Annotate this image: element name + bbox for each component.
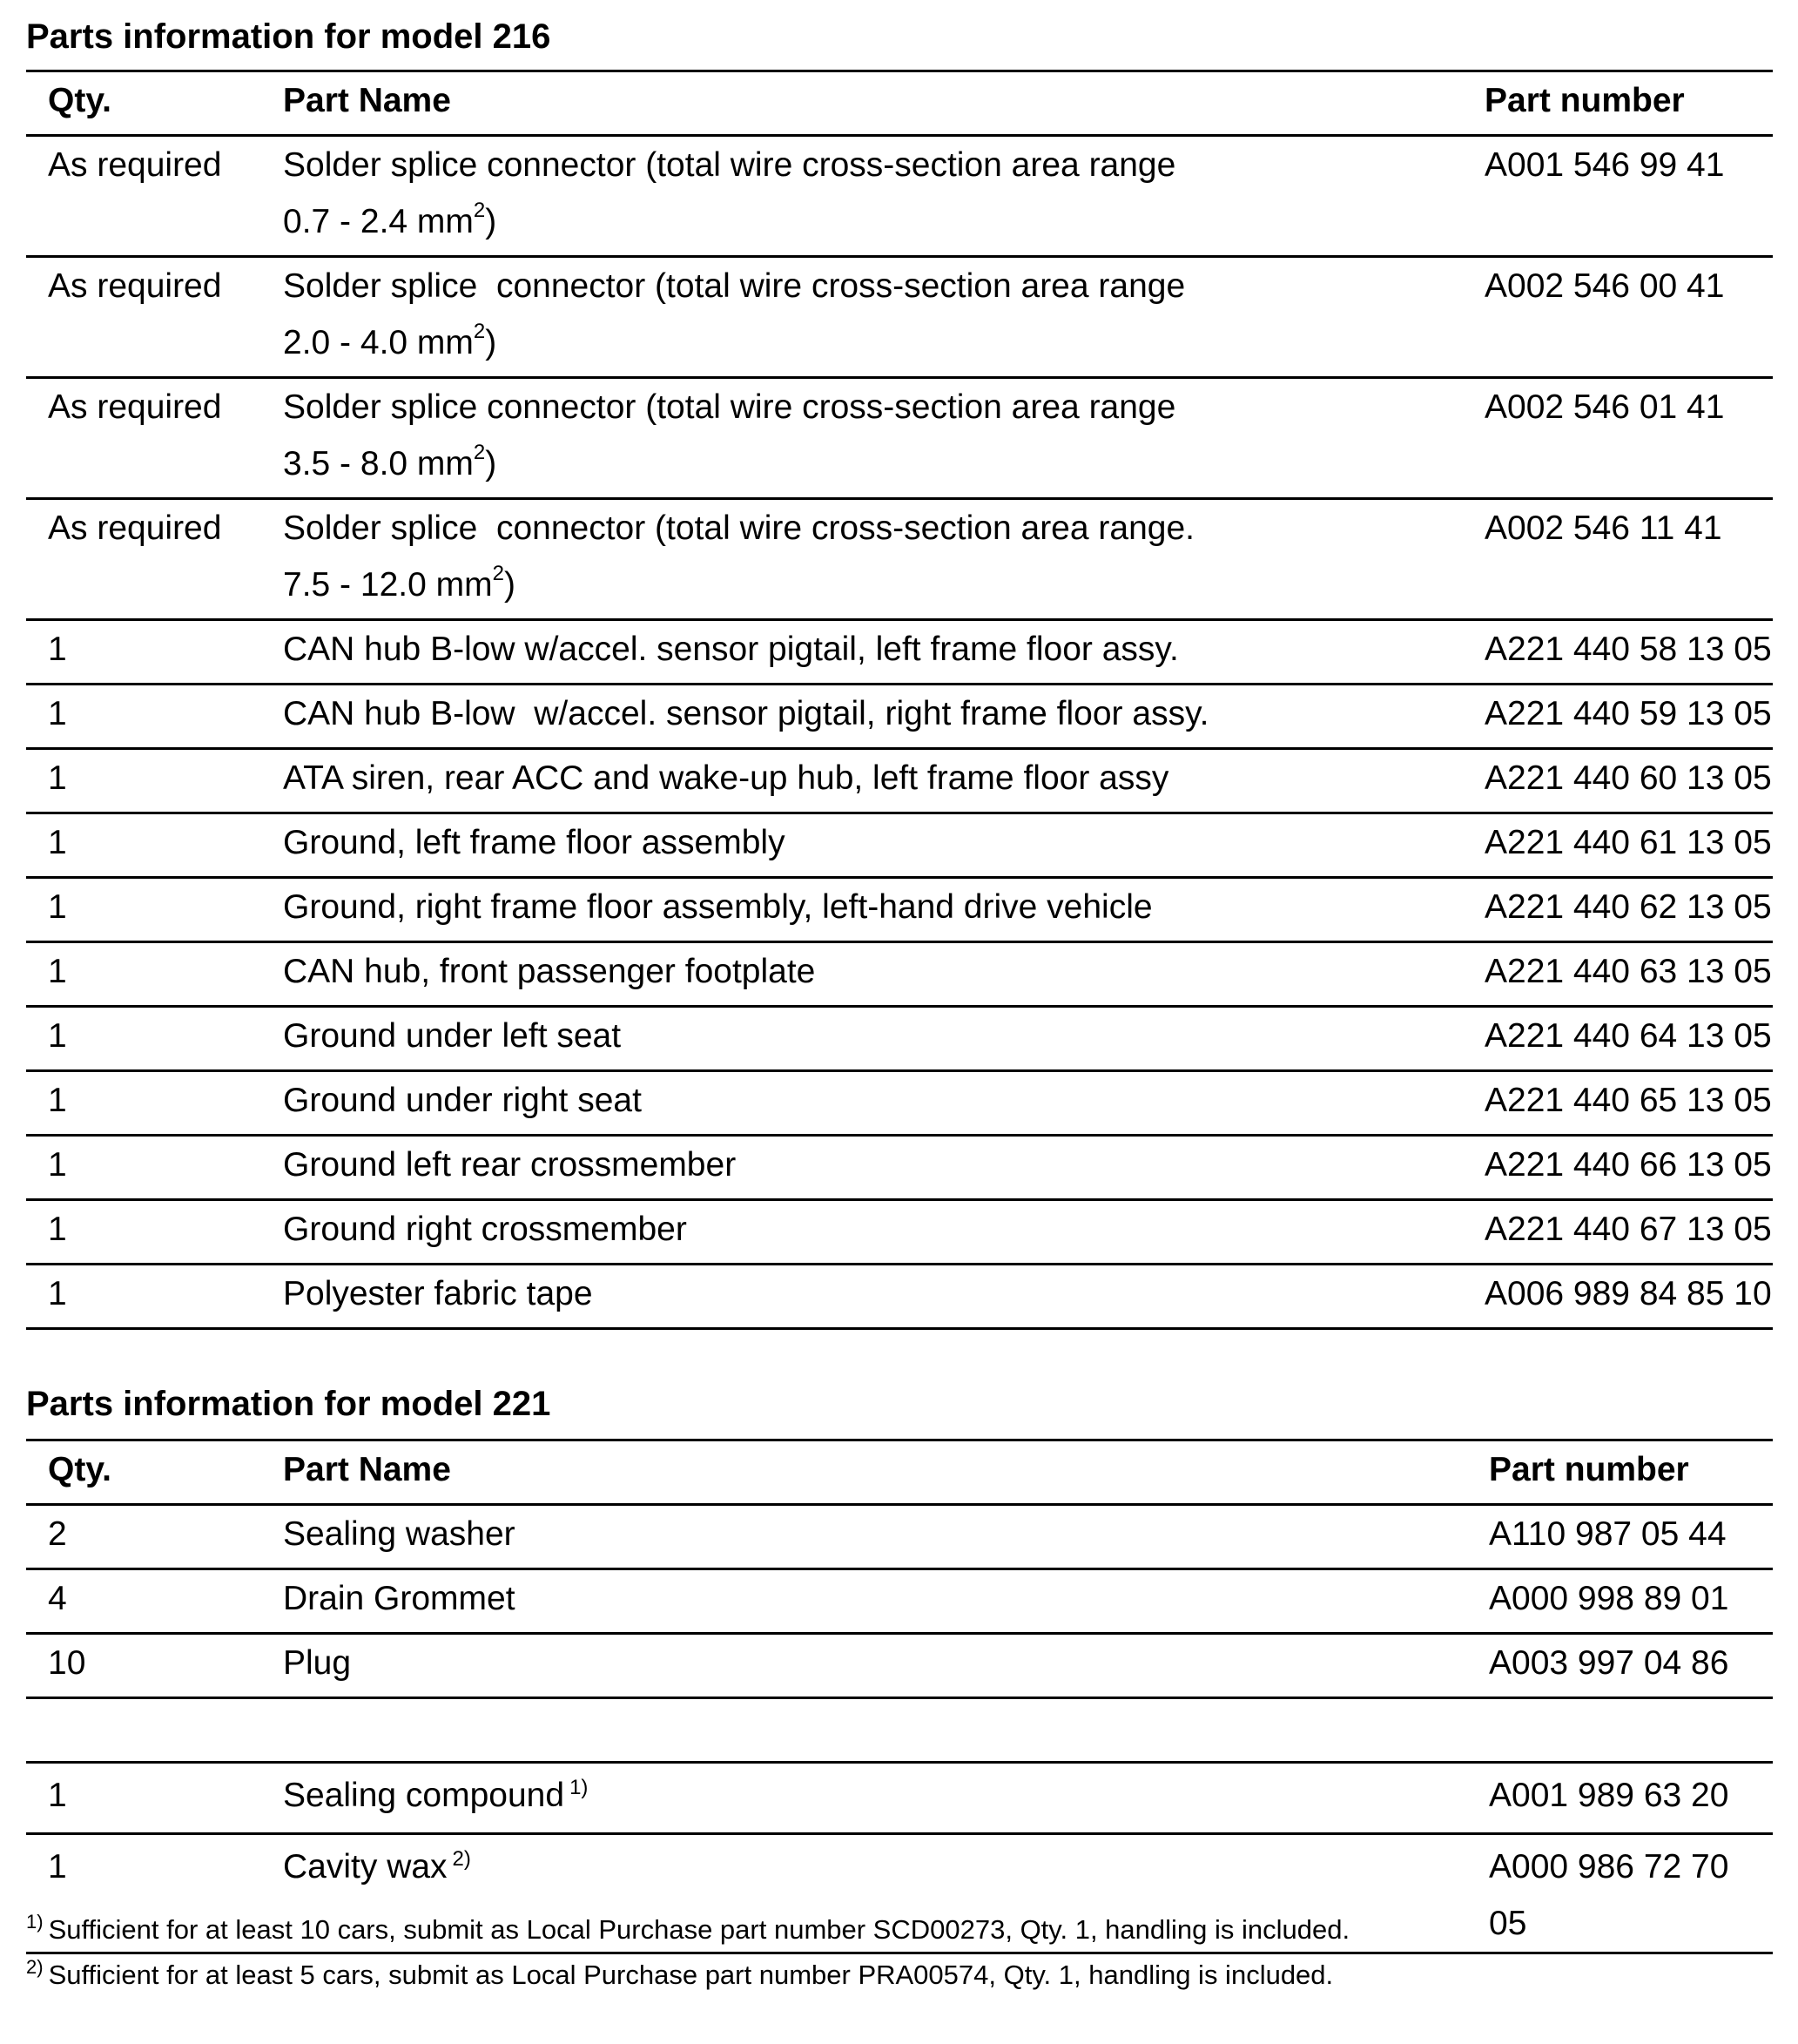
footnote-reference: 1) — [569, 1776, 589, 1799]
table-row — [26, 1763, 1773, 1834]
table-row — [26, 1569, 1773, 1634]
qty-cell: 1 — [26, 1834, 261, 1953]
superscript: 2 — [492, 562, 504, 585]
part-name-cell: Ground left rear crossmember — [261, 1136, 1463, 1200]
part-name-line2: 3.5 - 8.0 mm — [283, 445, 474, 482]
empty-cell — [1463, 1698, 1773, 1763]
closing-paren: ) — [503, 566, 515, 604]
table-row — [26, 878, 1773, 942]
qty-cell: 1 — [26, 620, 261, 685]
part-name-cell: Polyester fabric tape — [261, 1265, 1463, 1329]
part-name-cell — [261, 378, 1463, 499]
table-row — [26, 1071, 1773, 1136]
part-name-cell: Ground, right frame floor assembly, left-hand drive vehicle — [261, 878, 1463, 942]
part-name-cell: Plug — [261, 1634, 1463, 1698]
closing-paren: ) — [485, 203, 497, 240]
part-name-line1: Solder splice connector (total wire cross-section area range. — [283, 509, 1195, 547]
superscript: 2 — [473, 320, 486, 343]
part-name-text: Sealing compound — [283, 1777, 565, 1814]
part-name-text: Cavity wax — [283, 1848, 448, 1885]
qty-cell: As required — [26, 378, 261, 499]
part-number-cell: A221 440 64 13 05 — [1463, 1007, 1773, 1071]
table-row — [26, 1265, 1773, 1329]
header-part-name: Part Name — [261, 1440, 1463, 1505]
part-name-cell: Ground, left frame floor assembly — [261, 813, 1463, 878]
table-row — [26, 942, 1773, 1007]
qty-cell: 1 — [26, 813, 261, 878]
parts-table-model-216 — [26, 70, 1773, 1330]
part-name-cell — [261, 257, 1463, 378]
table-row — [26, 1136, 1773, 1200]
qty-cell: 1 — [26, 1265, 261, 1329]
part-number-cell: A221 440 67 13 05 — [1463, 1200, 1773, 1265]
part-number-cell: A221 440 60 13 05 — [1463, 749, 1773, 813]
header-part-number: Part number — [1463, 71, 1773, 136]
header-part-number: Part number — [1463, 1440, 1773, 1505]
qty-cell: 10 — [26, 1634, 261, 1698]
section-title-model-216: Parts information for model 216 — [26, 17, 551, 56]
header-qty: Qty. — [26, 1440, 261, 1505]
table-header-row — [26, 1440, 1773, 1505]
part-number-cell: A001 546 99 41 — [1463, 136, 1773, 257]
empty-cell — [26, 1698, 261, 1763]
table-row — [26, 685, 1773, 749]
table-row — [26, 378, 1773, 499]
table-header-row — [26, 71, 1773, 136]
part-number-cell: A006 989 84 85 10 — [1463, 1265, 1773, 1329]
part-name-cell: CAN hub B-low w/accel. sensor pigtail, right frame floor assy. — [261, 685, 1463, 749]
table-row — [26, 1505, 1773, 1569]
part-name-cell: Ground under left seat — [261, 1007, 1463, 1071]
table-row — [26, 620, 1773, 685]
qty-cell: As required — [26, 499, 261, 620]
part-name-cell: ATA siren, rear ACC and wake-up hub, left frame floor assy — [261, 749, 1463, 813]
superscript: 2 — [473, 199, 486, 222]
part-number-cell: A002 546 00 41 — [1463, 257, 1773, 378]
part-number-cell: A221 440 58 13 05 — [1463, 620, 1773, 685]
parts-table-model-221 — [26, 1439, 1773, 1954]
part-name-line2: 7.5 - 12.0 mm — [283, 566, 493, 604]
part-name-cell — [261, 136, 1463, 257]
part-name-line1: Solder splice connector (total wire cross-section area range — [283, 267, 1186, 305]
part-number-cell: A001 989 63 20 — [1463, 1763, 1773, 1834]
header-part-name: Part Name — [261, 71, 1463, 136]
part-name-cell — [261, 499, 1463, 620]
footnote-mark: 2) — [26, 1956, 44, 1978]
table-row — [26, 813, 1773, 878]
part-name-cell: Ground right crossmember — [261, 1200, 1463, 1265]
table-row — [26, 257, 1773, 378]
header-qty: Qty. — [26, 71, 261, 136]
empty-cell — [261, 1698, 1463, 1763]
superscript: 2 — [473, 441, 486, 464]
footnote-text: Sufficient for at least 5 cars, submit as Local Purchase part number PRA00574, Qty. 1, handling is included. — [48, 1960, 1334, 1990]
part-number-cell: A221 440 61 13 05 — [1463, 813, 1773, 878]
part-name-cell: Ground under right seat — [261, 1071, 1463, 1136]
table-row — [26, 1200, 1773, 1265]
table-row — [26, 499, 1773, 620]
qty-cell: 1 — [26, 1071, 261, 1136]
part-number-cell: A221 440 59 13 05 — [1463, 685, 1773, 749]
part-number-cell: A000 986 72 70 05 — [1463, 1834, 1773, 1953]
qty-cell: As required — [26, 257, 261, 378]
part-number-cell: A000 998 89 01 — [1463, 1569, 1773, 1634]
closing-paren: ) — [485, 445, 497, 482]
footnote-mark: 1) — [26, 1911, 44, 1933]
part-name-cell: CAN hub, front passenger footplate — [261, 942, 1463, 1007]
table-row — [26, 136, 1773, 257]
table-row — [26, 1007, 1773, 1071]
part-number-cell: A221 440 63 13 05 — [1463, 942, 1773, 1007]
qty-cell: 1 — [26, 878, 261, 942]
table-row — [26, 749, 1773, 813]
qty-cell: 1 — [26, 749, 261, 813]
footnote-1 — [26, 1912, 1350, 1950]
qty-cell: 1 — [26, 685, 261, 749]
footnote-reference: 2) — [452, 1847, 471, 1871]
part-number-cell: A110 987 05 44 — [1463, 1505, 1773, 1569]
qty-cell: 1 — [26, 942, 261, 1007]
qty-cell: 1 — [26, 1763, 261, 1834]
part-number-cell: A002 546 11 41 — [1463, 499, 1773, 620]
qty-cell: As required — [26, 136, 261, 257]
table-spacer-row — [26, 1698, 1773, 1763]
part-number-cell: A221 440 65 13 05 — [1463, 1071, 1773, 1136]
section-title-model-221: Parts information for model 221 — [26, 1385, 551, 1423]
part-number-cell: A221 440 62 13 05 — [1463, 878, 1773, 942]
qty-cell: 2 — [26, 1505, 261, 1569]
part-number-cell: A002 546 01 41 — [1463, 378, 1773, 499]
qty-cell: 4 — [26, 1569, 261, 1634]
part-number-cell: A221 440 66 13 05 — [1463, 1136, 1773, 1200]
part-name-line1: Solder splice connector (total wire cross-section area range — [283, 146, 1176, 184]
part-number-cell: A003 997 04 86 — [1463, 1634, 1773, 1698]
part-name-line2: 0.7 - 2.4 mm — [283, 203, 474, 240]
part-name-cell: Sealing washer — [261, 1505, 1463, 1569]
part-name-line1: Solder splice connector (total wire cross-section area range — [283, 388, 1176, 426]
part-name-cell — [261, 1763, 1463, 1834]
table-row — [26, 1634, 1773, 1698]
part-name-line2: 2.0 - 4.0 mm — [283, 324, 474, 361]
part-name-cell: CAN hub B-low w/accel. sensor pigtail, left frame floor assy. — [261, 620, 1463, 685]
footnote-text: Sufficient for at least 10 cars, submit as Local Purchase part number SCD00273, Qty. 1, handling is included. — [48, 1914, 1350, 1945]
part-name-cell: Drain Grommet — [261, 1569, 1463, 1634]
closing-paren: ) — [485, 324, 497, 361]
qty-cell: 1 — [26, 1007, 261, 1071]
qty-cell: 1 — [26, 1200, 261, 1265]
footnote-2 — [26, 1958, 1333, 1995]
qty-cell: 1 — [26, 1136, 261, 1200]
